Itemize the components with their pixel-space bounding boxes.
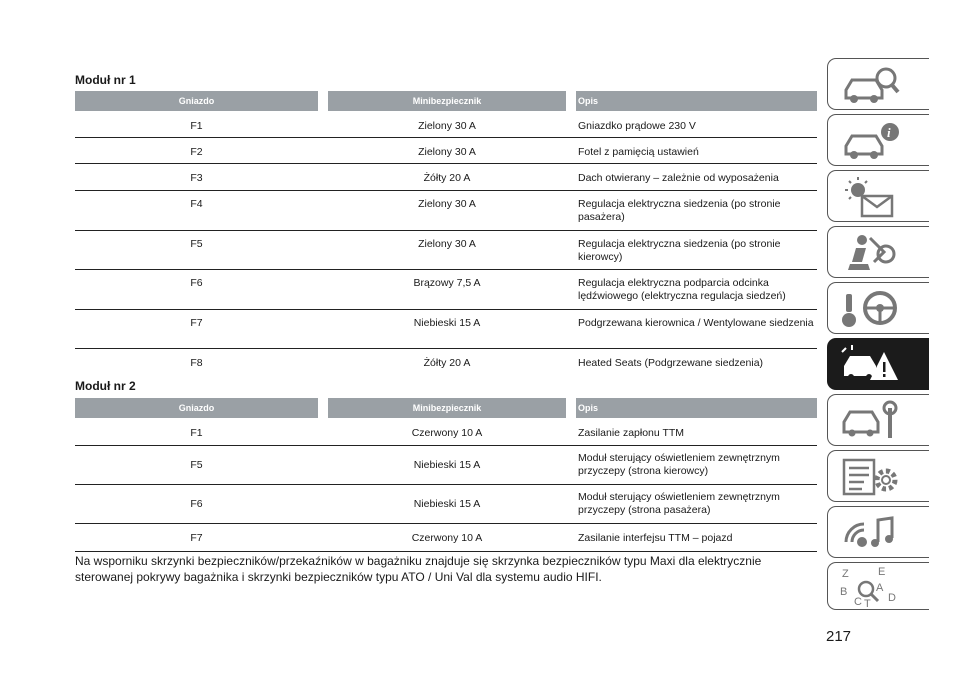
tab-safety[interactable] [827,226,929,278]
tab-index[interactable] [827,562,929,610]
table-row [75,138,817,164]
table-row [75,524,817,552]
description-cell: Regulacja elektryczna siedzenia (po stronie kierowcy) [578,238,781,263]
fuse-cell: Czerwony 10 A [411,427,483,439]
emergency-car-icon [840,344,902,386]
table-row [75,485,817,524]
description-cell: Fotel z pamięcią ustawień [578,146,699,158]
socket-cell: F1 [190,120,203,132]
description-cell: Podgrzewana kierownica / Wentylowane siedzenia [578,317,814,329]
fuse-cell: Brązowy 7,5 A [413,277,481,289]
socket-cell: F1 [190,427,203,439]
car-search-icon [840,64,902,106]
header-fuse: Minibezpiecznik [328,91,566,111]
header-fuse: Minibezpiecznik [328,398,566,418]
fuse-cell: Niebieski 15 A [413,459,481,471]
socket-cell: F7 [190,317,203,329]
fuse-cell: Niebieski 15 A [413,498,481,510]
multimedia-music-icon [840,512,902,554]
fuse-cell: Niebieski 15 A [413,317,481,329]
tab-starting-driving[interactable] [827,282,929,334]
socket-cell: F3 [190,172,203,184]
fuse-cell: Żółty 20 A [423,172,471,184]
tab-multimedia[interactable] [827,506,929,558]
description-cell: Zasilanie zapłonu TTM [578,427,685,439]
index-letter: Z [842,568,849,580]
header-description: Opis [576,91,817,111]
fuse-cell: Zielony 30 A [418,146,476,158]
index-letter: C [854,596,862,608]
table-header [75,91,817,111]
table-row [75,310,817,349]
tab-dashboard-info[interactable] [827,114,929,166]
description-cell: Regulacja elektryczna siedzenia (po stronie pasażera) [578,198,781,223]
tab-getting-to-know-vehicle[interactable] [827,58,929,110]
module-1-table [75,91,817,374]
socket-cell: F6 [190,277,203,289]
table-row [75,418,817,446]
table-row [75,446,817,485]
fuse-cell: Czerwony 10 A [411,532,483,544]
module-2-heading: Moduł nr 2 [75,379,136,393]
svg-text:i: i [887,125,891,140]
socket-cell: F5 [190,238,203,250]
warning-light-mail-icon [840,176,902,218]
car-service-wrench-icon [840,400,902,442]
car-info-icon [840,120,902,162]
socket-cell: F4 [190,198,203,210]
table-row [75,191,817,231]
tab-in-an-emergency[interactable] [827,338,929,390]
key-steering-wheel-icon [840,288,902,330]
index-letter: A [876,582,884,594]
index-letter: B [840,586,848,598]
socket-cell: F6 [190,498,203,510]
socket-cell: F5 [190,459,203,471]
technical-data-gear-icon [840,456,902,498]
description-cell: Moduł sterujący oświetleniem zewnętrznym przyczepy (strona kierowcy) [578,452,780,477]
table-row [75,270,817,310]
index-letter: E [878,566,886,578]
fuse-cell: Zielony 30 A [418,198,476,210]
module-1-heading: Moduł nr 1 [75,73,136,87]
tab-technical-specifications[interactable] [827,450,929,502]
description-cell: Dach otwierany – zależnie od wyposażenia [578,172,779,184]
description-cell: Zasilanie interfejsu TTM – pojazd [578,532,733,544]
description-cell: Regulacja elektryczna podparcia odcinka lędźwiowego (elektryczna regulacja siedzeń) [578,277,786,302]
index-letter: D [888,592,896,604]
header-socket: Gniazdo [75,398,318,418]
alphabetical-index-icon [836,565,906,609]
fuse-cell: Żółty 20 A [423,357,471,369]
table-row [75,231,817,270]
tab-warning-lights-messages[interactable] [827,170,929,222]
page-number: 217 [826,628,852,645]
socket-cell: F2 [190,146,203,158]
fuse-cell: Zielony 30 A [418,238,476,250]
tab-servicing-maintenance[interactable] [827,394,929,446]
fuse-cell: Zielony 30 A [418,120,476,132]
table-row [75,164,817,191]
index-letter: T [864,598,871,609]
socket-cell: F7 [190,532,203,544]
table-row [75,349,817,374]
description-cell: Gniazdko prądowe 230 V [578,120,696,132]
table-header [75,398,817,418]
table-row [75,111,817,138]
module-2-table [75,398,817,552]
header-description: Opis [576,398,817,418]
airbag-seat-icon [840,232,902,274]
header-socket: Gniazdo [75,91,318,111]
fuse-box-note: Na wsporniku skrzynki bezpieczników/przekaźników w bagażniku znajduje się skrzynka bezpieczników typu Maxi dla elektrycznie sterowanej pokrywy bagażnika i skrzynki bezpieczników typu ATO / Uni Val dla systemu audio HIFI. [75,554,762,584]
description-cell: Moduł sterujący oświetleniem zewnętrznym przyczepy (strona pasażera) [578,491,780,516]
socket-cell: F8 [190,357,203,369]
description-cell: Heated Seats (Podgrzewane siedzenia) [578,357,764,369]
